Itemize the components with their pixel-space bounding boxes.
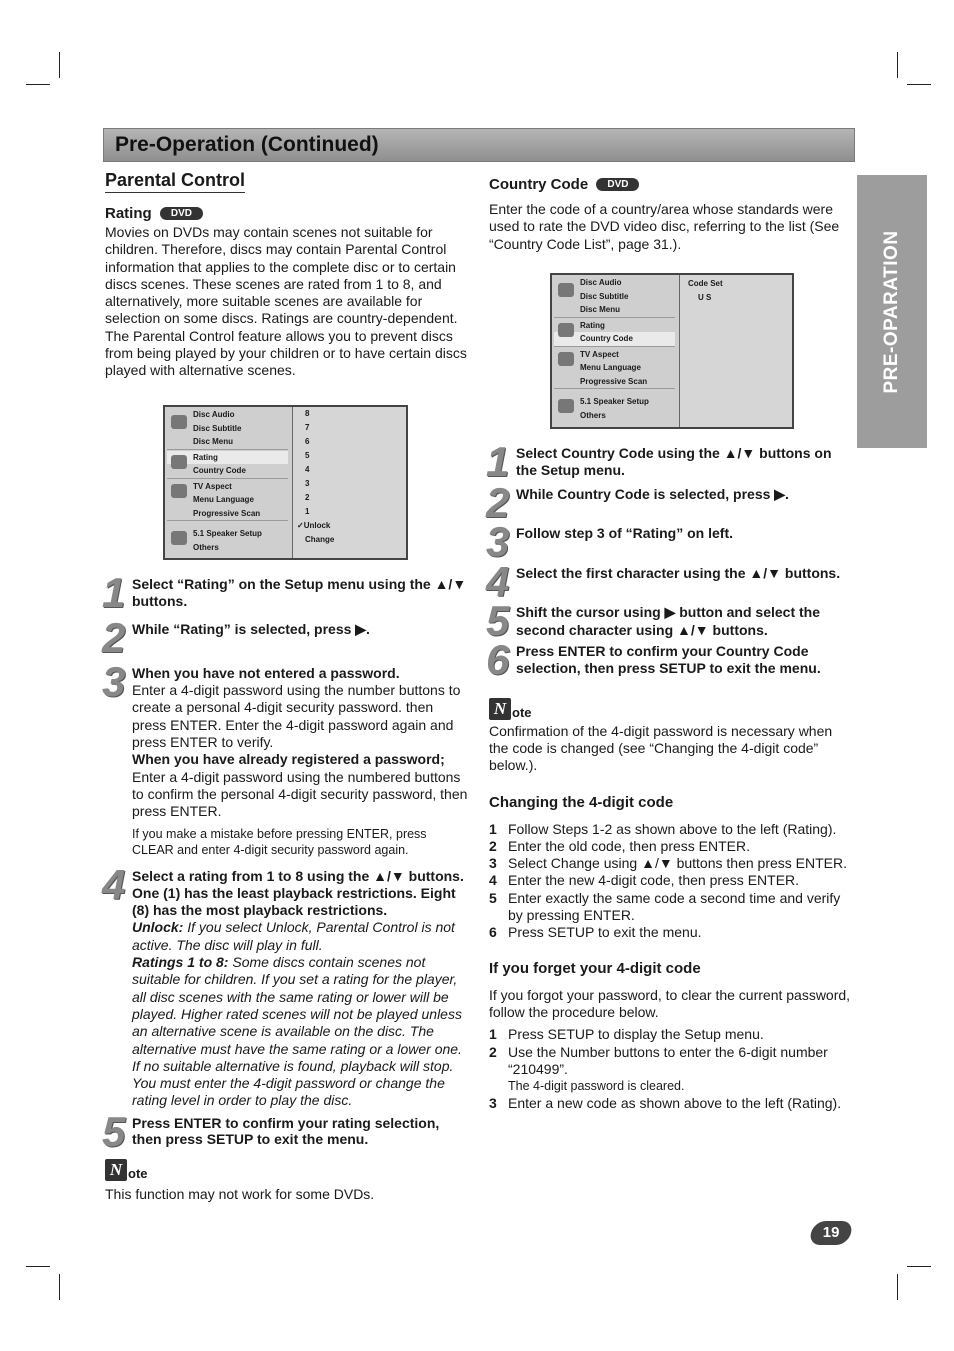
- setup-menu-option[interactable]: 4: [305, 465, 310, 474]
- dvd-badge: DVD: [596, 178, 639, 191]
- setup-menu-group: [554, 275, 675, 318]
- rating-step-1-text: Select “Rating” on the Setup menu using the ▲/▼ buttons.: [132, 576, 467, 610]
- setup-menu-country-code: [550, 273, 794, 429]
- setup-menu-item[interactable]: 5.1 Speaker Setup: [580, 397, 649, 406]
- list-item: 6 Press SETUP to exit the menu.: [489, 924, 702, 941]
- rating-title: Rating: [105, 205, 152, 222]
- setup-menu-item[interactable]: Progressive Scan: [193, 508, 261, 518]
- country-step-1-text: Select Country Code using the ▲/▼ buttons on the Setup menu.: [516, 445, 832, 479]
- setup-menu-right-pane: [680, 275, 792, 427]
- setup-menu-option[interactable]: Change: [305, 535, 335, 544]
- rating-step-3-head-2: When you have already registered a password;: [132, 751, 445, 768]
- setup-menu-item[interactable]: Disc Audio: [580, 278, 622, 287]
- rating-step-1: 1 Select “Rating” on the Setup menu using the ▲/▼ buttons.: [105, 576, 469, 611]
- setup-menu-item[interactable]: TV Aspect: [193, 481, 232, 491]
- country-step-5-text: Shift the cursor using ▶ button and select the second character using ▲/▼ buttons.: [516, 604, 821, 638]
- country-step-4-text: Select the first character using the ▲/▼ buttons.: [516, 565, 841, 582]
- country-step-1: 1 Select Country Code using the ▲/▼ buttons on the Setup menu.: [489, 445, 851, 480]
- rating-step-3-body-1: Enter a 4-digit password using the number buttons to create a personal 4-digit security password. then press ENTER. Enter the 4-digit password again and press ENTER to verify.: [132, 682, 461, 751]
- setup-menu-item[interactable]: Disc Subtitle: [193, 423, 242, 433]
- crop-mark: [26, 1266, 50, 1267]
- list-item: 4 Enter the new 4-digit code, then press ENTER.: [489, 872, 800, 889]
- country-code-heading: [489, 176, 851, 193]
- setup-menu-item[interactable]: Disc Subtitle: [580, 291, 629, 301]
- crop-mark: [907, 84, 931, 85]
- setup-menu-option[interactable]: 7: [305, 423, 310, 432]
- crop-mark: [897, 1274, 898, 1300]
- speaker-icon: [558, 399, 574, 413]
- setup-menu-left-pane: [165, 407, 293, 558]
- country-step-2: 2 While Country Code is selected, press ▶.: [489, 486, 851, 503]
- crop-mark: [897, 52, 898, 78]
- rating-step-3-body-2: Enter a 4-digit password using the numbered buttons to confirm the personal 4-digit security password, then press ENTER.: [132, 768, 468, 820]
- page-title-bar: [103, 128, 855, 162]
- setup-menu-item[interactable]: Menu Language: [193, 495, 254, 504]
- left-column: [105, 170, 469, 380]
- rating-step-3-small: If you make a mistake before pressing ENTER, press CLEAR and enter 4-digit security password again.: [132, 826, 427, 857]
- setup-menu-item[interactable]: TV Aspect: [580, 349, 619, 359]
- right-note: [489, 698, 851, 775]
- setup-menu-item[interactable]: Progressive Scan: [580, 376, 648, 386]
- country-step-6: 6 Press ENTER to confirm your Country Code selection, then press SETUP to exit the menu.: [489, 643, 851, 678]
- setup-menu-item[interactable]: Country Code: [193, 466, 246, 475]
- change-code-steps: [489, 821, 851, 942]
- crop-mark: [59, 52, 60, 78]
- setup-menu-item[interactable]: Disc Menu: [193, 437, 234, 446]
- country-code-title: Country Code: [489, 176, 589, 193]
- list-item: 2 Enter the old code, then press ENTER.: [489, 837, 751, 854]
- setup-menu-option[interactable]: 8: [305, 409, 310, 418]
- right-steps: [486, 438, 851, 1112]
- left-note: [105, 1159, 469, 1203]
- setup-menu-group: [167, 407, 288, 450]
- forget-code-intro: If you forgot your password, to clear the current password, follow the procedure below.: [489, 986, 851, 1020]
- setup-menu-item[interactable]: Disc Menu: [580, 305, 621, 314]
- rating-step-4: 4 Select a rating from 1 to 8 using the ▲/▼ buttons. One (1) has the least playback restrictions. Eight (8) has the most playback restrictions. Unlock: If you select Unlock, Parental Control is not active. The disc will play in full. Ratings 1 to 8: Some discs contain scenes not suitable for children. If you set a rating for the player, all disc scenes with the same rating or lower will be played. Higher rated scenes will not be played unless an alternative scene is available on the disc. The alternative must have the same rating or a lower one. If no suitable alternative is found, playback will stop. You must enter the 4-digit password or change the rating level in order to play the disc.: [105, 868, 469, 1110]
- rating-step-4-head: Select a rating from 1 to 8 using the ▲/▼ buttons. One (1) has the least playback restrictions. Eight (8) has the most playback restrictions.: [132, 867, 464, 919]
- rating-step-4-ratings: Ratings 1 to 8: Some discs contain scenes not suitable for children. If you set a rating for the player, all disc scenes with the same rating or lower will be played. Higher rated scenes will not be played unless an alternative scene is available on the disc. The alternative must have the same rating or a lower one. If no suitable alternative is found, playback will stop. You must enter the 4-digit password or change the rating level in order to play the disc.: [132, 954, 462, 1109]
- note-word: ote: [512, 704, 532, 720]
- rating-step-3-head-1: When you have not entered a password.: [132, 664, 400, 681]
- list-item: 1 Press SETUP to display the Setup menu.: [489, 1026, 764, 1043]
- rating-step-3: 3 When you have not entered a password. Enter a 4-digit password using the number buttons to create a personal 4-digit security password. then press ENTER. Enter the 4-digit password again and press ENTER to verify. When you have already registered a password; Enter a 4-digit password using the numbered buttons to confirm the personal 4-digit security password, then press ENTER. If you make a mistake before pressing ENTER, press CLEAR and enter 4-digit security password again.: [102, 657, 468, 857]
- note-icon: N: [489, 698, 511, 720]
- tv-icon: [171, 484, 187, 498]
- rating-step-2-text: While “Rating” is selected, press ▶.: [132, 620, 370, 637]
- setup-menu-item[interactable]: Menu Language: [580, 363, 641, 372]
- rating-step-4-unlock: Unlock: If you select Unlock, Parental Control is not active. The disc will play in full.: [132, 919, 455, 953]
- country-step-5: 5 Shift the cursor using ▶ button and select the second character using ▲/▼ buttons.: [489, 604, 851, 639]
- setup-menu-option[interactable]: 1: [305, 507, 310, 516]
- note-word: ote: [128, 1165, 148, 1181]
- speaker-icon: [171, 531, 187, 545]
- country-code-intro: Enter the code of a country/area whose standards were used to rate the DVD video disc, referring to the list (See “Country Code List”, page 31.).: [489, 201, 840, 252]
- list-item: 1 Follow Steps 1-2 as shown above to the left (Rating).: [489, 820, 837, 837]
- country-step-3-text: Follow step 3 of “Rating” on left.: [516, 524, 733, 541]
- lock-icon: [558, 323, 574, 337]
- setup-menu-left-pane: [552, 275, 680, 427]
- section-title-parental-control: Parental Control: [105, 170, 245, 193]
- setup-menu-group: [167, 450, 288, 479]
- left-note-text: This function may not work for some DVDs.: [105, 1185, 375, 1202]
- dvd-badge: DVD: [160, 207, 203, 220]
- list-item: 3 Enter a new code as shown above to the left (Rating).: [489, 1095, 842, 1112]
- setup-menu-option[interactable]: 6: [305, 437, 310, 446]
- setup-menu-group: [554, 347, 675, 390]
- setup-menu-item[interactable]: Rating: [167, 451, 288, 465]
- country-step-6-text: Press ENTER to confirm your Country Code selection, then press SETUP to exit the menu.: [516, 643, 821, 677]
- side-tab-label: PRE-OPARATION: [881, 229, 902, 394]
- lock-icon: [171, 455, 187, 469]
- change-code-title: Changing the 4-digit code: [489, 793, 674, 811]
- disc-icon: [558, 283, 574, 297]
- setup-menu-item[interactable]: Others: [580, 410, 606, 420]
- country-step-3: 3 Follow step 3 of “Rating” on left.: [489, 525, 851, 542]
- setup-menu-option[interactable]: 5: [305, 451, 310, 460]
- list-item: 5 Enter exactly the same code a second time and verify by pressing ENTER.: [489, 889, 841, 924]
- forget-code-small: The 4-digit password is cleared.: [508, 1079, 685, 1094]
- setup-menu-group: [167, 521, 288, 554]
- setup-menu-group: [554, 318, 675, 347]
- setup-menu-item[interactable]: Rating: [580, 320, 605, 330]
- setup-menu-item[interactable]: Others: [193, 542, 219, 552]
- list-item: 2 Use the Number buttons to enter the 6-digit number “210499”. The 4-digit password is cleared.: [489, 1044, 851, 1096]
- setup-menu-group: [167, 479, 288, 522]
- setup-menu-option[interactable]: ✓Unlock: [297, 521, 331, 530]
- disc-icon: [171, 415, 187, 429]
- setup-menu-group: [554, 389, 675, 422]
- forget-code-steps: [489, 1026, 851, 1112]
- setup-menu-rating: [163, 405, 408, 560]
- rating-step-5-text: Press ENTER to confirm your rating selection, then press SETUP to exit the menu.: [132, 1114, 440, 1147]
- country-step-2-text: While Country Code is selected, press ▶.: [516, 485, 789, 502]
- setup-menu-item[interactable]: Disc Audio: [193, 410, 235, 419]
- setup-menu-right-pane: [293, 407, 406, 558]
- note-icon: N: [105, 1159, 127, 1181]
- crop-mark: [26, 84, 50, 85]
- setup-menu-item[interactable]: Country Code: [554, 332, 675, 346]
- setup-menu-option[interactable]: 2: [305, 493, 310, 502]
- tv-icon: [558, 352, 574, 366]
- rating-heading: [105, 205, 469, 222]
- right-column: [489, 170, 851, 253]
- rating-step-2: 2 While “Rating” is selected, press ▶.: [105, 621, 469, 638]
- setup-menu-option[interactable]: 3: [305, 479, 310, 488]
- left-steps: [102, 569, 469, 1203]
- setup-menu-item[interactable]: 5.1 Speaker Setup: [193, 529, 262, 538]
- setup-menu-option[interactable]: Code Set: [688, 279, 723, 288]
- page-title: Pre-Operation (Continued): [115, 133, 379, 156]
- rating-intro: Movies on DVDs may contain scenes not suitable for children. Therefore, discs may contain Parental Control information that applies to the complete disc or to certain discs scenes. These scenes are rated from 1 to 8, and alternatively, more suitable scenes are available for selection on some discs. Ratings are country-dependent. The Parental Control feature allows you to prevent discs from being played by your children or to have certain discs played with alternative scenes.: [105, 224, 467, 379]
- crop-mark: [59, 1274, 60, 1300]
- page-number-badge: [808, 1221, 854, 1245]
- crop-mark: [907, 1266, 931, 1267]
- rating-step-5: 5 Press ENTER to confirm your rating selection, then press SETUP to exit the menu.: [105, 1115, 469, 1147]
- list-item: 3 Select Change using ▲/▼ buttons then press ENTER.: [489, 855, 847, 872]
- country-step-4: 4 Select the first character using the ▲/▼ buttons.: [489, 565, 851, 582]
- page-number: 19: [822, 1224, 840, 1241]
- right-note-text: Confirmation of the 4-digit password is necessary when the code is changed (see “Changing the 4-digit code” below.).: [489, 722, 833, 774]
- side-tab: [857, 175, 927, 448]
- forget-code-title: If you forget your 4-digit code: [489, 959, 701, 977]
- setup-menu-option[interactable]: U S: [698, 293, 712, 302]
